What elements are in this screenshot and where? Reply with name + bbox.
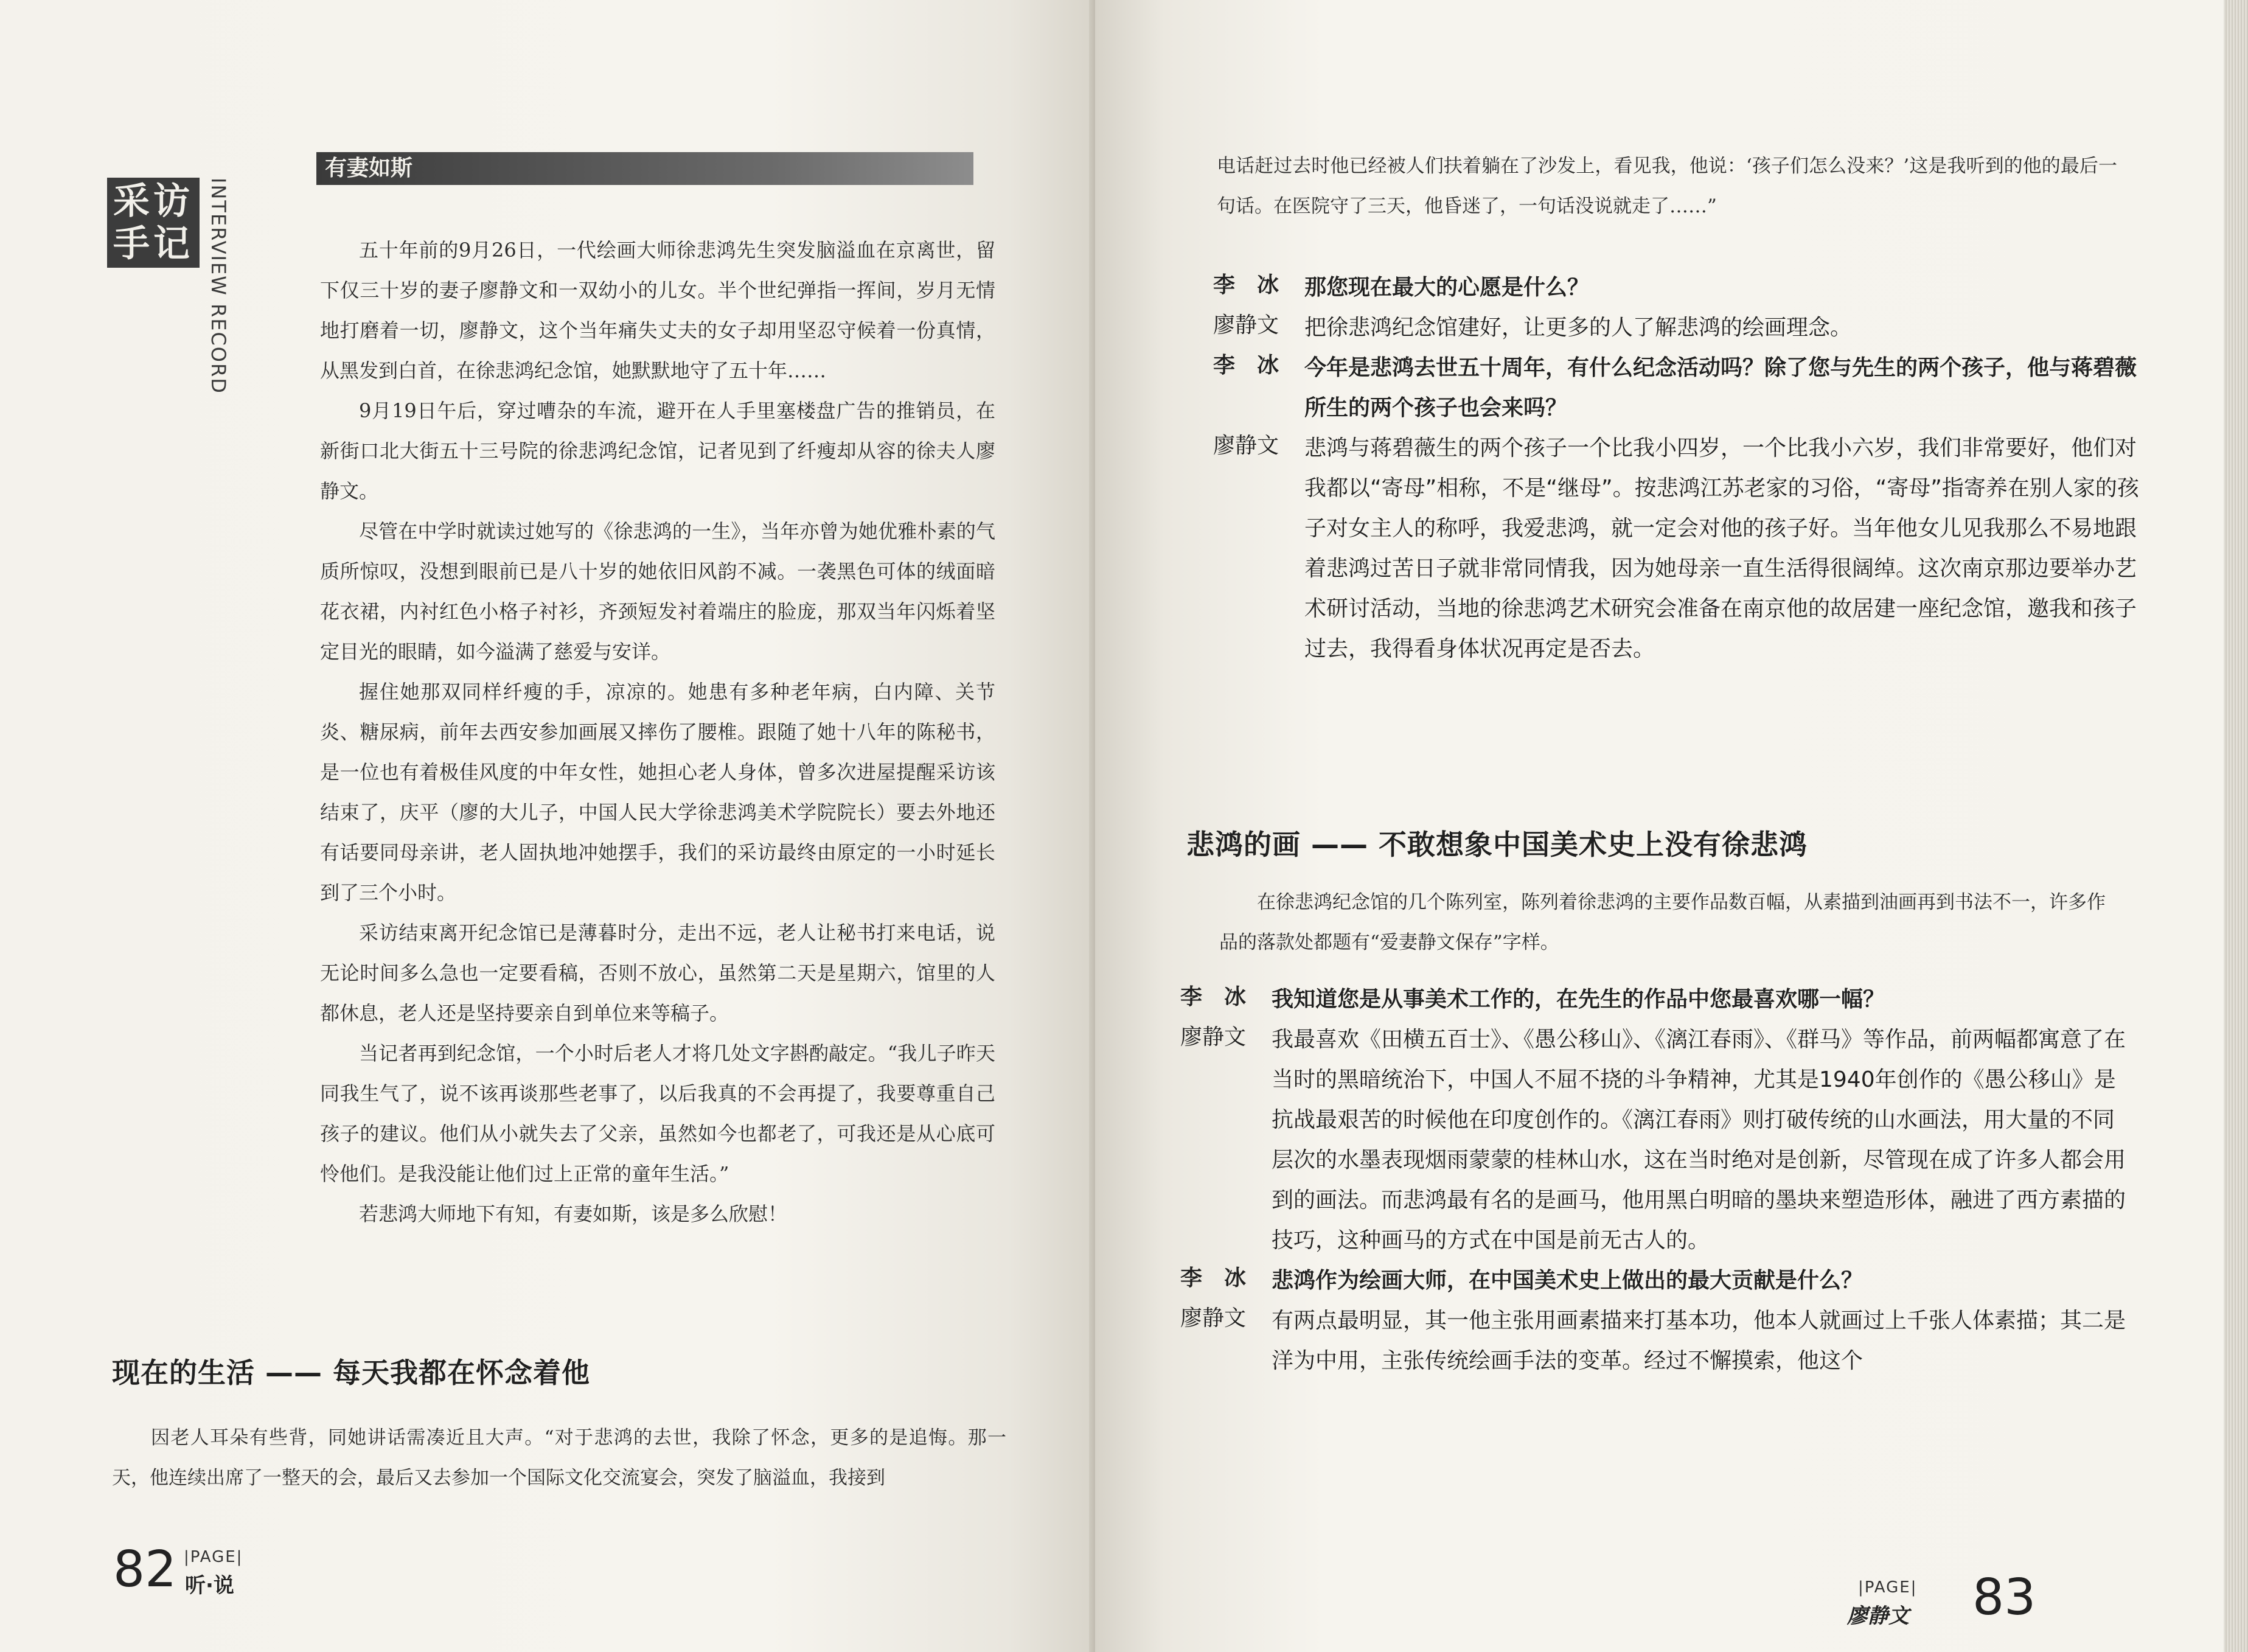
paragraph: 五十年前的9月26日，一代绘画大师徐悲鸿先生突发脑溢血在京离世，留下仅三十岁的妻子廖静文和一双幼小的儿女。半个世纪弹指一挥间，岁月无情地打磨着一切，廖静文，这个当年痛失丈夫的女子却用坚忍守候着一份真情，从黑发到白首，在徐悲鸿纪念馆，她默默地守了五十年…… xyxy=(320,239,995,382)
speaker-interviewer: 李 冰 xyxy=(1180,984,1247,1009)
qa-row xyxy=(1180,1261,2129,1301)
qa-row xyxy=(1213,308,2150,348)
answer-text: 把徐悲鸿纪念馆建好，让更多的人了解悲鸿的绘画理念。 xyxy=(1304,315,1853,340)
paragraph: 尽管在中学时就读过她写的《徐悲鸿的一生》，当年亦曾为她优雅朴素的气质所惊叹，没想到眼前已是八十岁的她依旧风韵不减。一袭黑色可体的绒面暗花衣裙，内衬红色小格子衬衫，齐颈短发衬着端庄的脸庞，那双当年闪烁着坚定目光的眼睛，如今溢满了慈爱与安详。 xyxy=(320,520,995,663)
left-article-body xyxy=(320,230,995,1234)
qa-block-2 xyxy=(1180,980,2129,1381)
page-column-name-left: 听·说 xyxy=(185,1574,234,1598)
page-tag-left: |PAGE| xyxy=(184,1548,243,1566)
paintings-intro xyxy=(1219,882,2120,963)
speaker-interviewer: 李 冰 xyxy=(1213,352,1279,378)
answer-text: 悲鸿与蒋碧薇生的两个孩子一个比我小四岁，一个比我小六岁，我们非常要好，他们对我都以“寄母”相称，不是“继母”。按悲鸿江苏老家的习俗，“寄母”指寄养在别人家的孩子对女主人的称呼，我爱悲鸿，就一定会对他的孩子好。当年他女儿见我那么不易地跟着悲鸿过苦日子就非常同情我，因为她母亲一直生活得很阔绰。这次南京那边要举办艺术研讨活动，当地的徐悲鸿艺术研究会准备在南京他的故居建一座纪念馆，邀我和孩子过去，我得看身体状况再定是否去。 xyxy=(1304,436,2139,661)
question-text: 悲鸿作为绘画大师，在中国美术史上做出的最大贡献是什么？ xyxy=(1272,1268,1863,1293)
left-bottom-body xyxy=(112,1418,1006,1498)
speaker-interviewee: 廖静文 xyxy=(1180,1025,1247,1050)
right-page xyxy=(1095,0,2248,1652)
qa-row xyxy=(1180,1301,2129,1381)
page-number-left: 82 xyxy=(113,1541,177,1598)
speaker-interviewer: 李 冰 xyxy=(1213,272,1279,298)
page-tag-right: |PAGE| xyxy=(1858,1578,1918,1597)
question-text: 今年是悲鸿去世五十周年，有什么纪念活动吗？除了您与先生的两个孩子，他与蒋碧薇所生的两个孩子也会来吗？ xyxy=(1304,355,2137,420)
paragraph: 9月19日午后，穿过嘈杂的车流，避开在人手里塞楼盘广告的推销员，在新街口北大街五十三号院的徐悲鸿纪念馆，记者见到了纤瘦却从容的徐夫人廖静文。 xyxy=(320,399,995,503)
paragraph: 当记者再到纪念馆，一个小时后老人才将几处文字斟酌敲定。“我儿子昨天同我生气了，说不该再谈那些老事了，以后我真的不会再提了，我要尊重自己孩子的建议。他们从小就失去了父亲，虽然如今也都老了，可我还是从心底可怜他们。是我没能让他们过上正常的童年生活。” xyxy=(320,1042,995,1185)
speaker-interviewee: 廖静文 xyxy=(1213,313,1279,338)
qa-row xyxy=(1180,980,2129,1020)
column-subtitle: INTERVIEW RECORD xyxy=(207,178,230,394)
qa-block-1 xyxy=(1213,268,2150,669)
speaker-interviewer: 李 冰 xyxy=(1180,1265,1247,1291)
page-edge-stack xyxy=(2224,0,2248,1652)
paragraph: 握住她那双同样纤瘦的手，凉凉的。她患有多种老年病，白内障、关节炎、糖尿病，前年去西安参加画展又摔伤了腰椎。跟随了她十八年的陈秘书，是一位也有着极佳风度的中年女性，她担心老人身体，曾多次进屋提醒采访该结束了，庆平（廖的大儿子，中国人民大学徐悲鸿美术学院院长）要去外地还有话要同母亲讲，老人固执地冲她摆手，我们的采访最终由原定的一小时延长到了三个小时。 xyxy=(320,680,995,904)
paragraph: 因老人耳朵有些背，同她讲话需凑近且大声。“对于悲鸿的去世，我除了怀念，更多的是追悔。那一天，他连续出席了一整天的会，最后又去参加一个国际文化交流宴会，突发了脑溢血，我接到 xyxy=(112,1427,1006,1489)
paragraph: 在徐悲鸿纪念馆的几个陈列室，陈列着徐悲鸿的主要作品数百幅，从素描到油画再到书法不一，许多作品的落款处都题有“爱妻静文保存”字样。 xyxy=(1219,891,2106,953)
page-number-right: 83 xyxy=(1972,1569,2036,1626)
question-text: 那您现在最大的心愿是什么？ xyxy=(1304,275,1590,300)
column-logo xyxy=(107,178,200,268)
section-title-bar: 有妻如斯 xyxy=(316,152,973,185)
question-text: 我知道您是从事美术工作的，在先生的作品中您最喜欢哪一幅？ xyxy=(1272,987,1885,1012)
qa-row xyxy=(1213,268,2150,308)
qa-row xyxy=(1213,348,2150,428)
answer-text: 我最喜欢《田横五百士》、《愚公移山》、《漓江春雨》、《群马》等作品，前两幅都寓意了在当时的黑暗统治下，中国人不屈不挠的斗争精神，尤其是1940年创作的《愚公移山》是抗战最艰苦的时候他在印度创作的。《漓江春雨》则打破传统的山水画法，用大量的不同层次的水墨表现烟雨蒙蒙的桂林山水，这在当时绝对是创新，尽管现在成了许多人都会用到的画法。而悲鸿最有名的是画马，他用黑白明暗的墨块来塑造形体，融进了西方素描的技巧，这种画马的方式在中国是前无古人的。 xyxy=(1272,1027,2126,1253)
paragraph: 若悲鸿大师地下有知，有妻如斯，该是多么欣慰！ xyxy=(359,1202,788,1225)
section-heading-current-life: 现在的生活 —— 每天我都在怀念着他 xyxy=(112,1356,591,1389)
section-heading-paintings: 悲鸿的画 —— 不敢想象中国美术史上没有徐悲鸿 xyxy=(1186,828,1808,861)
qa-row xyxy=(1180,1020,2129,1261)
speaker-interviewee: 廖静文 xyxy=(1213,433,1279,458)
left-page xyxy=(0,0,1095,1652)
paragraph: 采访结束离开纪念馆已是薄暮时分，走出不远，老人让秘书打来电话，说无论时间多么急也一定要看稿，否则不放心，虽然第二天是星期六，馆里的人都休息，老人还是坚持要亲自到单位来等稿子。 xyxy=(320,921,995,1025)
column-logo-line-1: 采访 xyxy=(113,180,193,223)
paragraph: 电话赶过去时他已经被人们扶着躺在了沙发上，看见我，他说：‘孩子们怎么没来？’这是我听到的他的最后一句话。在医院守了三天，他昏迷了，一句话没说就走了……” xyxy=(1217,155,2117,217)
answer-text: 有两点最明显，其一他主张用画素描来打基本功，他本人就画过上千张人体素描；其二是洋为中用，主张传统绘画手法的变革。经过不懈摸索，他这个 xyxy=(1272,1308,2126,1373)
continued-quote xyxy=(1217,146,2117,226)
column-logo-line-2: 手记 xyxy=(113,223,193,265)
qa-row xyxy=(1213,428,2150,669)
speaker-interviewee: 廖静文 xyxy=(1180,1306,1247,1331)
page-column-name-right: 廖静文 xyxy=(1847,1604,1909,1628)
